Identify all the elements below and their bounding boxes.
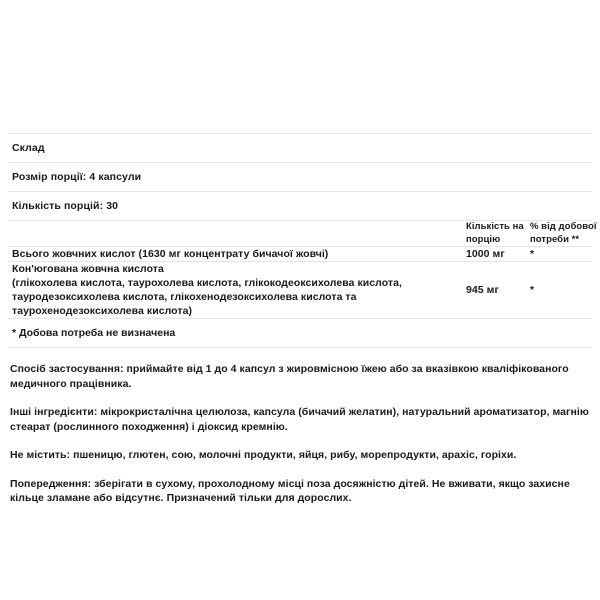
supplement-facts-body-row-1 <box>0 247 600 261</box>
supplement-facts-body-row-2 <box>0 262 600 318</box>
column-header-daily-value: % від добової потреби ** <box>530 221 597 245</box>
column-header-nutrient <box>0 221 462 246</box>
supplement-facts-panel <box>0 133 600 506</box>
table-row <box>0 262 600 318</box>
column-header-amount-per-serving: Кількість на порцію <box>466 221 524 245</box>
nutrient-name: Всього жовчних кислот (1630 мг концентрату бичачої жовчі) <box>12 248 329 260</box>
other-ingredients-paragraph: Інші інгредієнти: мікрокристалічна целюлоза, капсула (бичачий желатин), натуральний ароматизатор, магнію стеарат (рослинного походження) і діоксид кремнію. <box>10 406 589 433</box>
divider-after-footnote <box>8 347 592 348</box>
nutrient-daily-value: * <box>530 284 535 296</box>
body-text-block <box>0 362 600 506</box>
nutrient-name: Кон'югована жовчна кислота <box>12 263 164 275</box>
panel-title: Склад <box>12 142 45 154</box>
nutrient-daily-value: * <box>530 248 535 260</box>
supplement-facts-table <box>0 221 600 246</box>
servings-per-container-row: Кількість порцій: 30 <box>12 200 119 212</box>
warning-paragraph: Попередження: зберігати в сухому, прохолодному місці поза досяжністю дітей. Не вживати, якщо захисне кільце зламане або відсутнє. Призначений тільки для дорослих. <box>10 477 570 504</box>
nutrient-amount: 945 мг <box>466 284 499 296</box>
table-header-row <box>0 221 600 246</box>
nutrient-amount: 1000 мг <box>466 248 505 260</box>
free-from-paragraph: Не містить: пшеницю, глютен, сою, молочні продукти, яйця, рибу, морепродукти, арахіс, горіхи. <box>10 449 517 461</box>
directions-paragraph: Спосіб застосування: приймайте від 1 до 4 капсул з жировмісною їжею або за вказівкою кваліфікованого медичного працівника. <box>10 363 569 390</box>
serving-size-row: Розмір порції: 4 капсули <box>12 171 142 183</box>
table-row <box>0 247 600 261</box>
daily-value-footnote: * Добова потреба не визначена <box>12 327 176 339</box>
nutrient-name-detail: (глікохолева кислота, таурохолева кислота, глікокодеоксихолева кислота, тауродезоксихолева кислота, глікохенодезоксихолева кислота та таурохенодезоксихолева кислота) <box>12 277 402 317</box>
nutrient-name-group <box>0 262 462 318</box>
